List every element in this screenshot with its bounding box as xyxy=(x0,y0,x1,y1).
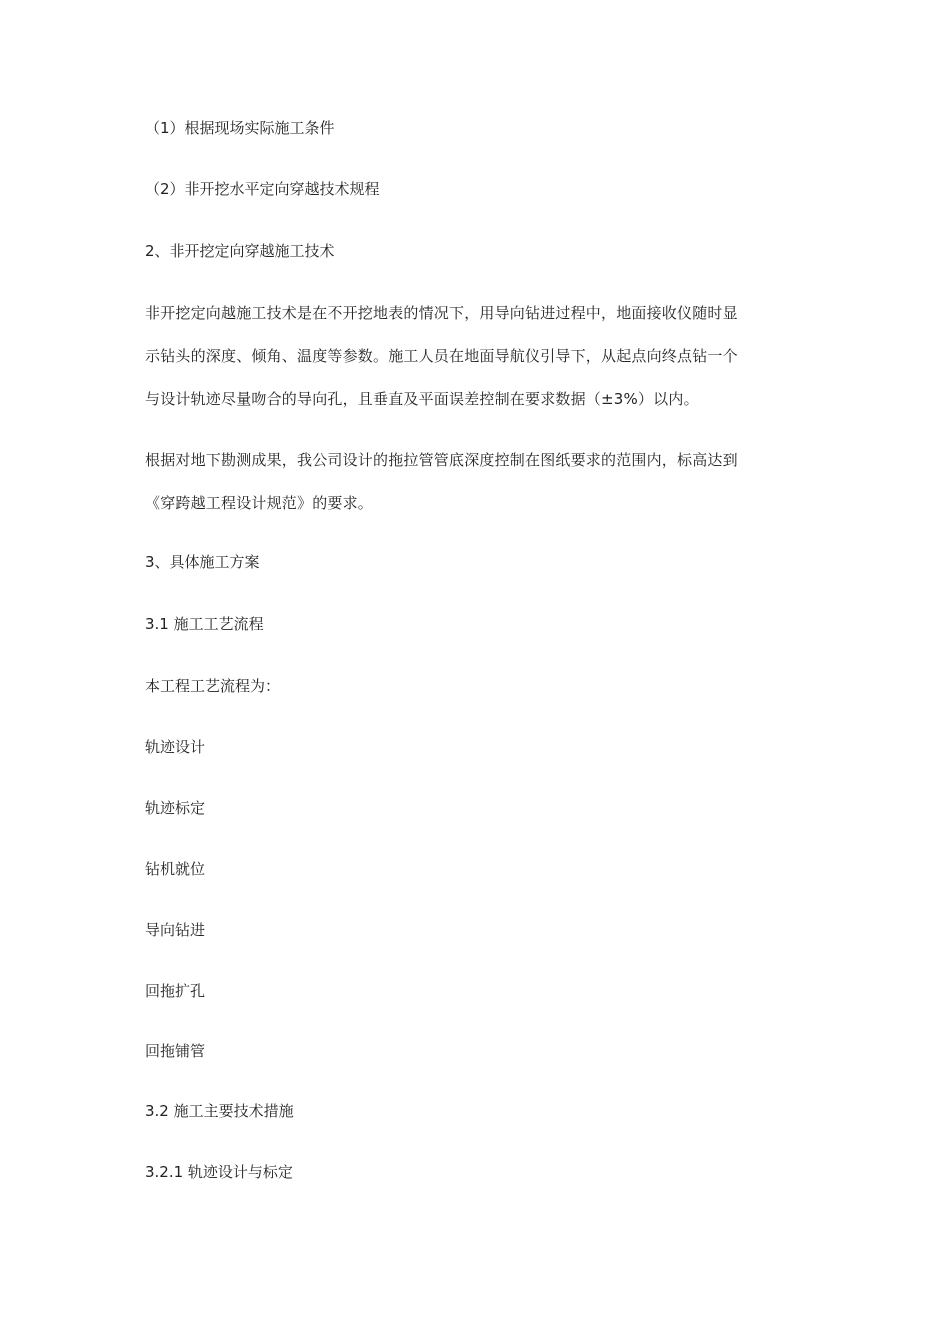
paragraph-2 xyxy=(145,439,805,525)
process-intro: 本工程工艺流程为： xyxy=(145,677,281,695)
process-step: 回拖扩孔 xyxy=(145,982,206,1000)
paragraph-1-line: 非开挖定向越施工技术是在不开挖地表的情况下，用导向钻进过程中，地面接收仪随时显 xyxy=(145,304,738,322)
process-step: 轨迹标定 xyxy=(145,799,206,817)
paragraph-2-line: 根据对地下勘测成果，我公司设计的拖拉管管底深度控制在图纸要求的范围内，标高达到 xyxy=(145,451,738,469)
process-step: 轨迹设计 xyxy=(145,738,206,756)
process-step: 回拖铺管 xyxy=(145,1042,206,1060)
document-page xyxy=(145,0,805,1344)
subsection-heading-3-2-1: 3.2.1 轨迹设计与标定 xyxy=(145,1163,293,1181)
process-step: 导向钻进 xyxy=(145,921,206,939)
paragraph-2-line: 《穿跨越工程设计规范》的要求。 xyxy=(145,494,374,512)
subsection-heading-3-1: 3.1 施工工艺流程 xyxy=(145,615,264,633)
list-item-1: （1）根据现场实际施工条件 xyxy=(145,119,335,137)
section-heading-2: 2、非开挖定向穿越施工技术 xyxy=(145,242,335,260)
paragraph-1 xyxy=(145,292,805,421)
paragraph-1-line: 示钻头的深度、倾角、温度等参数。施工人员在地面导航仪引导下，从起点向终点钻一个 xyxy=(145,347,738,365)
list-item-2: （2）非开挖水平定向穿越技术规程 xyxy=(145,180,380,198)
subsection-heading-3-2: 3.2 施工主要技术措施 xyxy=(145,1102,294,1120)
section-heading-3: 3、具体施工方案 xyxy=(145,553,260,571)
paragraph-1-line: 与设计轨迹尽量吻合的导向孔，且垂直及平面误差控制在要求数据（±3%）以内。 xyxy=(145,390,699,408)
process-step: 钻机就位 xyxy=(145,860,206,878)
